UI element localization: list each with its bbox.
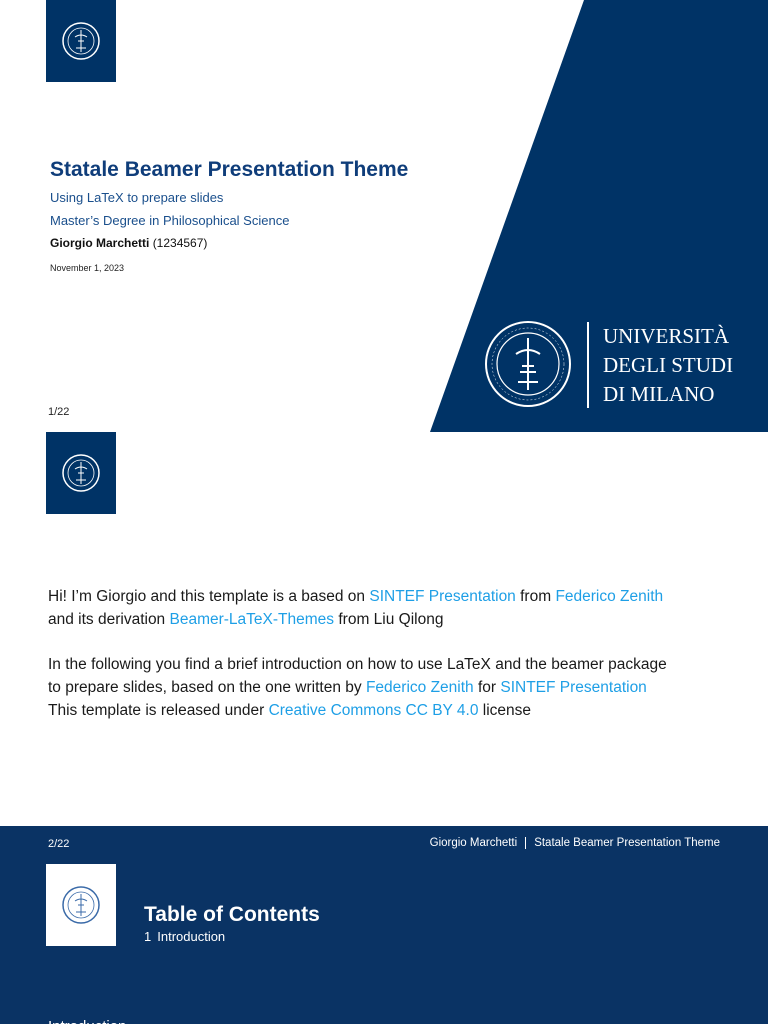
footer-author: Giorgio Marchetti [429, 837, 518, 850]
unimi-divider [587, 322, 589, 408]
university-seal-icon [61, 21, 101, 61]
intro-text: Hi! I’m Giorgio and this template is a based on [48, 588, 370, 605]
university-logo-box [46, 864, 116, 946]
university-logo-box [46, 432, 116, 514]
presentation-subtitle: Using LaTeX to prepare slides [50, 190, 224, 205]
university-name [603, 322, 733, 409]
university-name-line: UNIVERSITÀ [603, 324, 729, 348]
degree-line: Master’s Degree in Philosophical Science [50, 213, 290, 228]
page-number: 1/22 [48, 406, 70, 418]
toc-item-number: 1 [144, 929, 152, 944]
federico-zenith-link[interactable]: Federico Zenith [365, 679, 474, 696]
university-seal-icon [61, 453, 101, 493]
sintef-link[interactable]: SINTEF Presentation [369, 588, 516, 605]
howto-paragraph [48, 653, 738, 722]
university-seal-icon [61, 885, 101, 925]
federico-zenith-link[interactable]: Federico Zenith [555, 588, 664, 605]
unimi-seal-icon [484, 320, 572, 408]
university-logo-box [46, 0, 116, 82]
presentation-date: November 1, 2023 [50, 263, 125, 273]
title-slide [0, 0, 768, 432]
intro-text: and its derivation [48, 611, 170, 628]
university-name-line: DEGLI STUDI [603, 353, 734, 377]
section-heading-cut: Introduction [48, 1018, 127, 1035]
beamer-latex-themes-link[interactable]: Beamer-LaTeX-Themes [169, 611, 335, 628]
toc-title: Table of Contents [144, 903, 320, 926]
toc-slide [0, 826, 768, 1035]
intro-text: from Liu Qilong [334, 611, 444, 628]
license-text: license [478, 702, 532, 719]
intro-slide [0, 432, 768, 826]
footer-title: Statale Beamer Presentation Theme [534, 837, 720, 850]
sintef-link[interactable]: SINTEF Presentation [500, 679, 647, 696]
intro-text: from [515, 588, 556, 605]
presentation-title: Statale Beamer Presentation Theme [50, 158, 409, 181]
toc-item[interactable] [144, 929, 231, 944]
page-number: 2/22 [48, 838, 70, 850]
howto-text: In the following you find a brief introduction on how to use LaTeX and the beamer package [48, 656, 667, 673]
slide-footer [430, 837, 720, 849]
toc-item-label: Introduction [157, 929, 226, 944]
author-line [50, 236, 207, 250]
cc-license-link[interactable]: Creative Commons CC BY 4.0 [268, 702, 479, 719]
howto-text: to prepare slides, based on the one written by [48, 679, 366, 696]
author-name: Giorgio Marchetti [50, 236, 150, 250]
author-id: (1234567) [152, 236, 208, 250]
intro-paragraph [48, 585, 738, 631]
howto-text: for [473, 679, 501, 696]
license-text: This template is released under [48, 702, 269, 719]
footer-separator [525, 837, 526, 849]
university-name-line: DI MILANO [603, 382, 715, 406]
